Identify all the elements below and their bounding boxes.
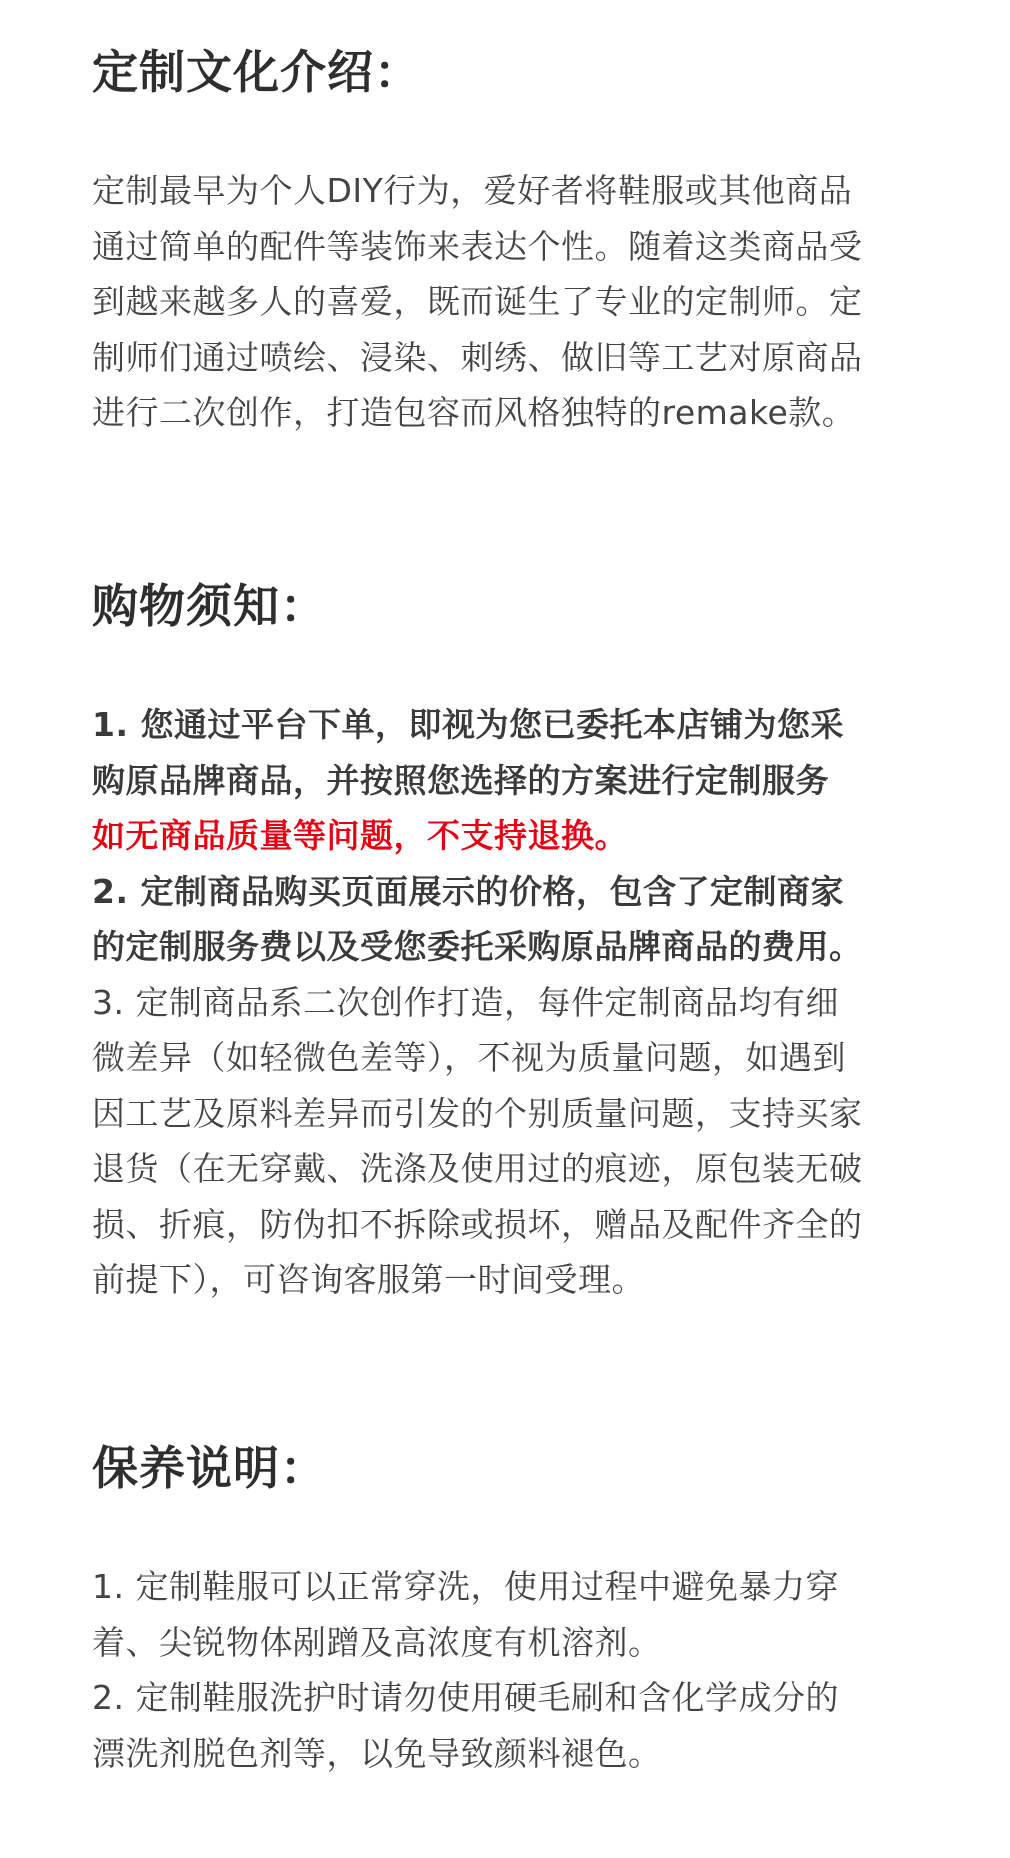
notice-item-1 bbox=[92, 697, 918, 808]
care-item-1-line: 着、尖锐物体剐蹭及高浓度有机溶剂。 bbox=[92, 1622, 662, 1662]
notice-item-1-line: 购原品牌商品，并按照您选择的方案进行定制服务 bbox=[92, 760, 829, 800]
care-section bbox=[92, 1436, 918, 1500]
notice-item-2 bbox=[92, 864, 918, 975]
culture-heading: 定制文化介绍： bbox=[92, 45, 421, 99]
care-item-2-line: 2. 定制鞋服洗护时请勿使用硬毛刷和含化学成分的 bbox=[92, 1678, 839, 1717]
care-heading: 保养说明： bbox=[92, 1441, 327, 1495]
care-item-1-line: 1. 定制鞋服可以正常穿洗，使用过程中避免暴力穿 bbox=[92, 1567, 839, 1606]
notice-item-3-line: 因工艺及原料差异而引发的个别质量问题，支持买家 bbox=[92, 1093, 863, 1133]
notice-body bbox=[92, 697, 918, 1308]
notice-item-1-line: 1. 您通过平台下单，即视为您已委托本店铺为您采 bbox=[92, 705, 844, 744]
notice-item-2-line: 的定制服务费以及受您委托采购原品牌商品的费用。 bbox=[92, 927, 863, 966]
care-body bbox=[92, 1559, 918, 1781]
notice-item-3 bbox=[92, 975, 918, 1308]
notice-item-3-line: 3. 定制商品系二次创作打造，每件定制商品均有细 bbox=[92, 982, 839, 1022]
care-item-2 bbox=[92, 1670, 918, 1781]
notice-item-3-line: 退货（在无穿戴、洗涤及使用过的痕迹，原包装无破 bbox=[92, 1149, 863, 1188]
culture-paragraph bbox=[92, 163, 918, 441]
culture-section bbox=[92, 40, 918, 104]
notice-heading: 购物须知： bbox=[92, 579, 327, 633]
culture-line: 定制最早为个人DIY行为，爱好者将鞋服或其他商品 bbox=[92, 171, 853, 210]
care-item-2-line: 漂洗剂脱色剂等，以免导致颜料褪色。 bbox=[92, 1733, 662, 1773]
culture-line: 进行二次创作，打造包容而风格独特的remake款。 bbox=[92, 393, 856, 432]
notice-item-3-line: 微差异（如轻微色差等），不视为质量问题，如遇到 bbox=[92, 1038, 846, 1077]
culture-line: 通过简单的配件等装饰来表达个性。随着这类商品受 bbox=[92, 226, 863, 266]
care-item-1 bbox=[92, 1559, 918, 1670]
notice-warning-line: 如无商品质量等问题，不支持退换。 bbox=[92, 816, 628, 855]
culture-line: 到越来越多人的喜爱，既而诞生了专业的定制师。定 bbox=[92, 282, 863, 321]
culture-body bbox=[92, 163, 918, 441]
notice-item-3-line: 前提下），可咨询客服第一时间受理。 bbox=[92, 1260, 645, 1299]
notice-warning bbox=[92, 808, 918, 864]
notice-item-2-line: 2. 定制商品购买页面展示的价格，包含了定制商家 bbox=[92, 871, 844, 911]
notice-section bbox=[92, 574, 918, 638]
culture-line: 制师们通过喷绘、浸染、刺绣、做旧等工艺对原商品 bbox=[92, 337, 863, 377]
notice-item-3-line: 损、折痕，防伪扣不拆除或损坏，赠品及配件齐全的 bbox=[92, 1204, 863, 1244]
